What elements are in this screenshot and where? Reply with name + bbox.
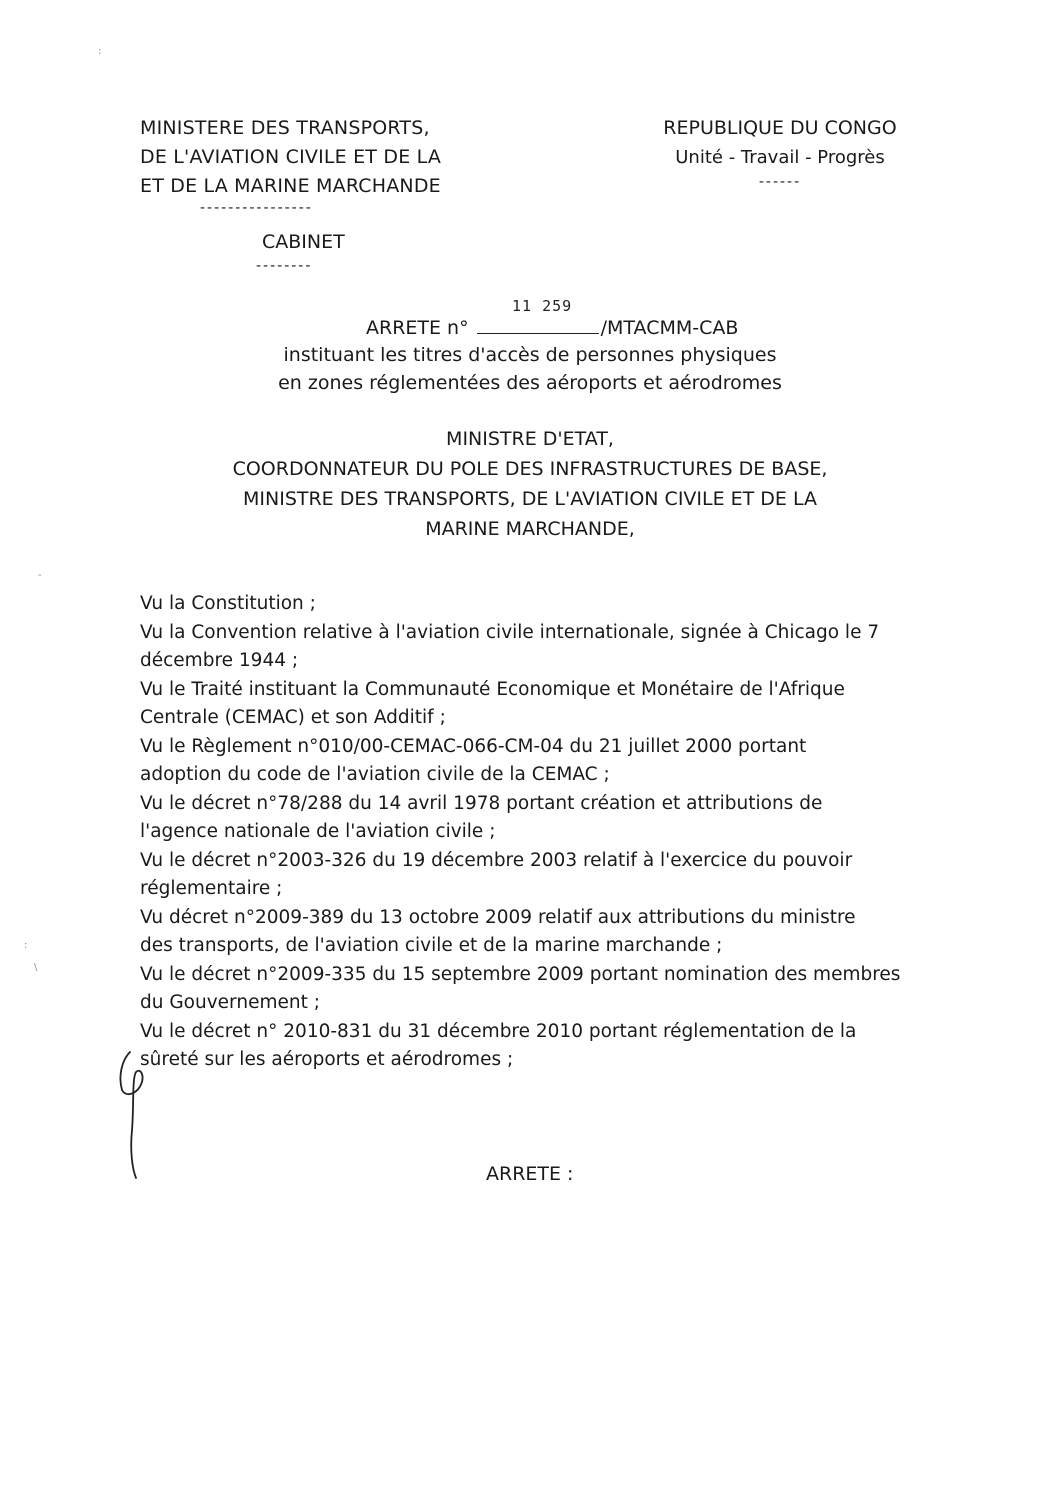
vu-clause-text-end: l'agence nationale de l'aviation civile ;	[140, 821, 496, 842]
vu-clause-text: Vu la Constitution ;	[140, 593, 316, 614]
vu-clause-text: Vu le Règlement n°010/00-CEMAC-066-CM-04 du 21 juillet 2000 portant	[140, 735, 807, 757]
ministry-separator: ----------------	[200, 200, 313, 216]
vu-clause-text-end: décembre 1944 ;	[140, 650, 299, 671]
ministry-line-2: DE L'AVIATION CIVILE ET DE LA	[140, 146, 442, 168]
vu-clause-text: Vu la Convention relative à l'aviation civile internationale, signée à Chicago le 7	[140, 621, 880, 643]
country-name: REPUBLIQUE DU CONGO	[663, 117, 897, 139]
vu-clause	[140, 904, 922, 961]
arrete-number: 11 259	[512, 297, 573, 315]
vu-clause	[140, 1018, 922, 1075]
ministry-header	[140, 114, 441, 201]
republic-header	[630, 114, 930, 192]
vu-clause-text-end: des transports, de l'aviation civile et de la marine marchande ;	[140, 935, 723, 956]
vu-clause	[140, 961, 922, 1018]
arrete-decree-heading: ARRETE :	[486, 1163, 574, 1185]
cabinet-separator: --------	[256, 258, 313, 274]
arrete-subject-line-2: en zones réglementées des aéroports et aérodromes	[278, 372, 782, 394]
national-motto: Unité - Travail - Progrès	[675, 147, 885, 168]
vu-clause-text: Vu le décret n°2003-326 du 19 décembre 2003 relatif à l'exercice du pouvoir	[140, 849, 853, 871]
vu-clause	[140, 590, 922, 619]
vu-clause	[140, 847, 922, 904]
vu-clauses	[140, 590, 922, 1075]
vu-clause	[140, 676, 922, 733]
arrete-title	[366, 314, 738, 342]
ministry-line-1: MINISTERE DES TRANSPORTS,	[140, 117, 430, 139]
vu-clause	[140, 790, 922, 847]
vu-clause-text-end: adoption du code de l'aviation civile de la CEMAC ;	[140, 764, 610, 785]
scan-mark: -	[38, 570, 42, 581]
vu-clause-text-end: réglementaire ;	[140, 878, 283, 899]
scan-mark: \	[34, 962, 38, 973]
republic-separator: ------	[758, 174, 802, 190]
minister-title-line-4: MARINE MARCHANDE,	[425, 518, 635, 540]
vu-clause	[140, 619, 922, 676]
scan-mark: :	[24, 940, 28, 951]
minister-title-line-2: COORDONNATEUR DU POLE DES INFRASTRUCTURES DE BASE,	[232, 458, 828, 480]
vu-clause-text-end: sûreté sur les aéroports et aérodromes ;	[140, 1049, 514, 1070]
vu-clause-text: Vu le décret n°2009-335 du 15 septembre 2009 portant nomination des membres	[140, 963, 901, 985]
arrete-subject-line-1: instituant les titres d'accès de personnes physiques	[283, 344, 777, 366]
minister-title-line-3: MINISTRE DES TRANSPORTS, DE L'AVIATION CIVILE ET DE LA	[243, 488, 817, 510]
ministry-line-3: ET DE LA MARINE MARCHANDE	[140, 175, 441, 197]
scan-mark: :	[98, 46, 102, 57]
vu-clause	[140, 733, 922, 790]
arrete-suffix: /MTACMM-CAB	[600, 317, 739, 339]
number-blank-line	[477, 315, 599, 334]
handwritten-initial	[108, 1046, 168, 1182]
cabinet-label: CABINET	[262, 231, 345, 253]
vu-clause-text-end: Centrale (CEMAC) et son Additif ;	[140, 707, 446, 728]
arrete-label: ARRETE n°	[366, 317, 469, 339]
minister-title-line-1: MINISTRE D'ETAT,	[446, 428, 614, 450]
vu-clause-text: Vu décret n°2009-389 du 13 octobre 2009 relatif aux attributions du ministre	[140, 906, 856, 928]
vu-clause-text: Vu le Traité instituant la Communauté Economique et Monétaire de l'Afrique	[140, 678, 845, 700]
vu-clause-text-end: du Gouvernement ;	[140, 992, 320, 1013]
vu-clause-text: Vu le décret n°78/288 du 14 avril 1978 portant création et attributions de	[140, 792, 823, 814]
vu-clause-text: Vu le décret n° 2010-831 du 31 décembre 2010 portant réglementation de la	[140, 1020, 857, 1042]
